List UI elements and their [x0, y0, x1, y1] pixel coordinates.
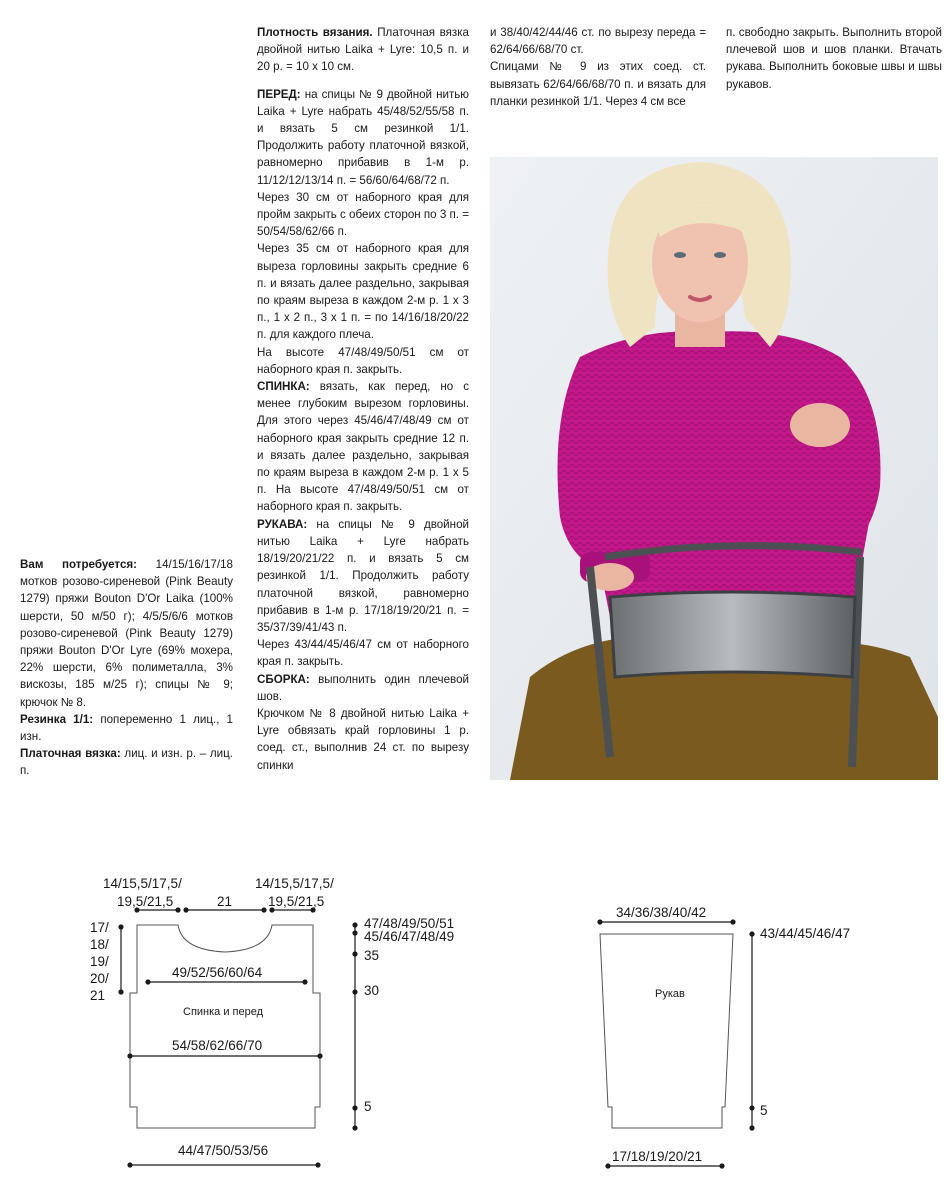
height-total-label: 47/48/49/50/51: [364, 916, 455, 931]
front-paragraph: [257, 86, 469, 189]
shoulder-left-line1: 14/15,5/17,5/: [103, 876, 182, 891]
sleeves-text-2: Через 43/44/45/46/47 см от наборного края п. закрыть.: [257, 638, 469, 669]
rib-heading: Резинка 1/1:: [20, 712, 94, 726]
sleeve-piece-label: Рукав: [655, 988, 685, 1000]
sleeves-heading: РУКАВА:: [257, 517, 308, 531]
body-width-label: 54/58/62/66/70: [172, 1038, 263, 1053]
armhole-depth-3: 19/: [90, 954, 109, 969]
armhole-depth-1: 17/: [90, 920, 109, 935]
sleeve-cuff-width-label: 17/18/19/20/21: [612, 1149, 703, 1164]
upper-width-label: 49/52/56/60/64: [172, 965, 263, 980]
front-text-4: На высоте 47/48/49/50/51 см от наборного края п. закрыть.: [257, 345, 469, 376]
materials-heading: Вам потребуется:: [20, 558, 138, 571]
sleeve-outline: [600, 934, 733, 1128]
sleeve-top-width-label: 34/36/38/40/42: [616, 905, 707, 920]
materials-paragraph: [20, 556, 233, 711]
garter-text: лиц. и изн. р. – лиц. п.: [20, 747, 233, 778]
model-photo: [490, 157, 938, 780]
front-text-2: Через 30 см от наборного края для пройм закрыть с обеих сторон по 3 п. = 50/54/58/62/66 п.: [257, 190, 469, 239]
finishing-text: п. свободно закрыть. Выполнить второй плечевой шов и шов планки. Втачать рукава. Выполнить боковые швы и швы рукавов.: [726, 26, 942, 91]
shoulder-left-line2: 19,5/21,5: [117, 894, 174, 909]
back-text: вязать, как перед, но с менее глубоким вырезом горловины. Для этого через 45/46/47/48/49 см от наборного края закрыть средние 12 п. и вязать далее раздельно, закрывая по краям выреза в каждом 2-м р. 1 х 5 п. На высоте 47/48/49/50/51 см от наборного края п. закрыть.: [257, 380, 469, 514]
assembly-paragraph: [257, 671, 469, 705]
armhole-depth-4: 20/: [90, 971, 109, 986]
shoulder-right-line1: 14/15,5/17,5/: [255, 876, 334, 891]
assembly-text-2: Крючком № 8 двойной нитью Laika + Lyre обвязать край горловины 1 р. соед. ст., выполнив 24 ст. по вырезу спинки: [257, 706, 469, 772]
materials-column: [20, 556, 233, 780]
assembly-text-1: выполнить один плечевой шов.: [257, 672, 469, 703]
sleeves-text-1: на спицы № 9 двойной нитью Laika + Lyre набрать 18/19/20/21/22 п. и вязать 5 см резинкой 1/1. Продолжить работу платочной вязкой, равномерно прибавив в 1-м р. 17/18/19/20/21 п. = 35/37/39/41/43 п.: [257, 517, 469, 634]
rib-text: попеременно 1 лиц., 1 изн.: [20, 712, 234, 744]
body-outline: [130, 925, 320, 1128]
neckband-text-1: и 38/40/42/44/46 ст. по вырезу переда = 62/64/66/68/70 ст.: [490, 26, 706, 57]
neck-width-label: 21: [217, 894, 233, 909]
shoulder-right-line2: 19,5/21,5: [268, 894, 325, 909]
height-front-neck-label: 35: [364, 948, 380, 963]
armhole-depth-5: 21: [90, 988, 106, 1003]
garter-paragraph: [20, 745, 233, 779]
back-paragraph: [257, 378, 469, 516]
instructions-column: [257, 24, 469, 774]
materials-text: 14/15/16/17/18 мотков розово-сиреневой (Pink Beauty 1279) пряжи Bouton D'Or Laika (100% шерсти, 50 м/50 г); 4/5/5/6/6 мотков розово-сиреневой (Pink Beauty 1279) пряжи Bouton D'Or Lyre (69% мохера, 22% шерсти, 6% полиметалла, 3% вискозы, 185 м/25 г); спицы № 9; крючок № 8.: [20, 558, 233, 709]
height-back-neck-label: 45/46/47/48/49: [364, 929, 455, 944]
finishing-column: [726, 24, 942, 93]
bottom-width-label: 44/47/50/53/56: [178, 1143, 269, 1158]
gauge-paragraph: [257, 24, 469, 76]
body-piece-label: Спинка и перед: [183, 1006, 264, 1018]
armhole-depth-2: 18/: [90, 937, 109, 952]
assembly-heading: СБОРКА:: [257, 672, 310, 686]
front-text-1: на спицы № 9 двойной нитью Laika + Lyre набрать 45/48/52/55/58 п. и вязать 5 см резинкой 1/1. Продолжить работу платочной вязкой, равномерно прибавив в 1-м р. 11/12/12/13/14 п. = 56/60/64/68/72 п.: [257, 87, 469, 187]
sleeve-length-label: 43/44/45/46/47: [760, 926, 851, 941]
height-armhole-label: 30: [364, 983, 380, 998]
back-heading: СПИНКА:: [257, 380, 310, 394]
rib-paragraph: [20, 711, 233, 745]
garter-heading: Платочная вязка:: [20, 747, 121, 761]
sleeve-rib-label: 5: [760, 1103, 768, 1118]
front-text-3: Через 35 см от наборного края для выреза горловины закрыть средние 6 п. и вязать далее раздельно, закрывая по краям выреза в каждом 2-м р. 1 х 3 п., 1 х 2 п., 3 х 1 п. = по 14/16/18/20/22 п. для каждого плеча.: [257, 242, 469, 342]
height-rib-label: 5: [364, 1099, 372, 1114]
gauge-heading: Плотность вязания.: [257, 26, 373, 39]
schematics-area: [0, 830, 951, 1190]
front-heading: ПЕРЕД:: [257, 87, 301, 101]
sleeves-paragraph: [257, 516, 469, 636]
neckband-text-2: Спицами № 9 из этих соед. ст. вывязать 62/64/66/68/70 п. и вязать для планки резинкой 1/1. Через 4 см все: [490, 60, 706, 108]
schematics-svg: [0, 830, 951, 1190]
model-photo-illustration: [490, 157, 938, 780]
instructions-column-2: [490, 24, 706, 110]
gauge-text: Платочная вязка двойной нитью Laika + Lyre: 10,5 п. и 20 р. = 10 х 10 см.: [257, 26, 469, 74]
